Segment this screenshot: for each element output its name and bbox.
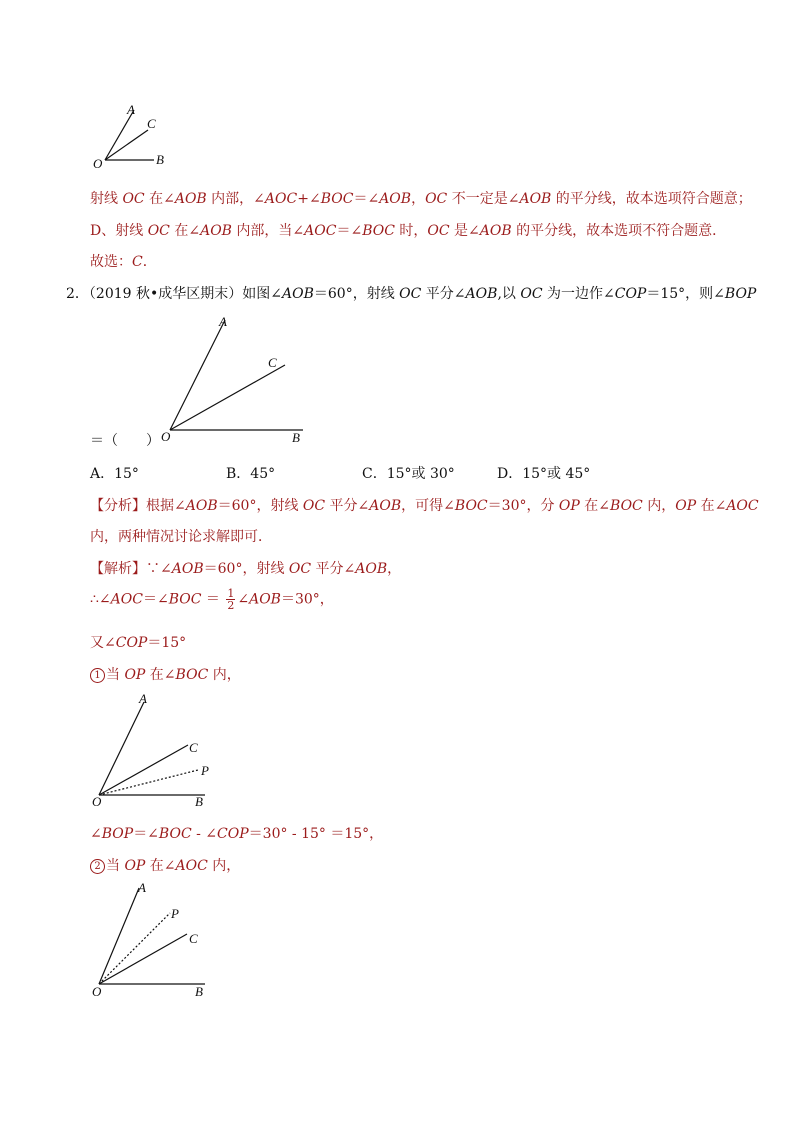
label-c: C	[189, 931, 198, 946]
option-b: B．45°	[226, 466, 276, 482]
case-2: 2 当 OP 在∠AOC 内，	[90, 855, 240, 875]
label-b: B	[156, 152, 164, 167]
solution-line-3: 又∠COP＝15°	[90, 635, 187, 651]
label-c: C	[189, 740, 198, 755]
label-b: B	[195, 984, 203, 999]
analysis-line-2: 内，两种情况讨论求解即可．	[90, 529, 272, 545]
label-o: O	[92, 794, 102, 809]
label-o: O	[93, 156, 103, 171]
fraction-one-half: $\frac{1}{2}$	[227, 587, 235, 612]
option-d: D．15°或 45°	[497, 466, 591, 482]
circled-number-1: 1	[90, 668, 105, 683]
option-c: C．15°或 30°	[362, 466, 455, 482]
analysis: 【分析】根据∠AOB＝60°，射线 OC 平分∠AOB，可得∠BOC＝30°，分 OP 在∠BOC 内，OP 在∠AOC	[90, 498, 759, 514]
label-p: P	[171, 906, 179, 921]
para-option-c: 射线 OC 在∠AOB 内部，∠AOC+∠BOC＝∠AOB，OC 不一定是∠AOB 的平分线，故本选项符合题意；	[90, 191, 752, 207]
label-c: C	[268, 355, 277, 370]
figure-angle-aob-1	[88, 100, 178, 175]
label-a: A	[219, 314, 227, 329]
label-b: B	[292, 430, 300, 445]
case-1: 1 当 OP 在∠BOC 内，	[90, 664, 241, 684]
label-p: P	[201, 763, 209, 778]
label-a: A	[139, 691, 147, 706]
solution-line-2: ∴∠AOC＝∠BOC ＝ $\frac{1}{2}$ ∠AOB＝30°，	[90, 587, 334, 612]
figure-angle-aob-2	[155, 310, 315, 445]
label-c: C	[147, 116, 156, 131]
figure-case-1	[88, 690, 218, 810]
answer-1: 故选：C．	[90, 254, 157, 270]
case-1-result: ∠BOP＝∠BOC - ∠COP＝30° - 15° ＝15°，	[90, 826, 384, 842]
option-a: A．15°	[90, 466, 139, 482]
label-a: A	[127, 102, 135, 117]
label-a: A	[138, 880, 146, 895]
circled-number-2: 2	[90, 859, 105, 874]
question-2-blank: ＝（ ）	[90, 433, 160, 449]
label-b: B	[195, 794, 203, 809]
para-option-d: D、射线 OC 在∠AOB 内部，当∠AOC＝∠BOC 时，OC 是∠AOB 的平分线，故本选项不符合题意．	[90, 223, 727, 239]
solution: 【解析】∵∠AOB＝60°，射线 OC 平分∠AOB，	[90, 561, 402, 577]
question-2: 2．（2019 秋•成华区期末）如图∠AOB＝60°，射线 OC 平分∠AOB,以 OC 为一边作∠COP＝15°，则∠BOP	[66, 286, 757, 302]
label-o: O	[92, 984, 102, 999]
figure-case-2	[88, 878, 218, 1003]
label-o: O	[161, 429, 171, 444]
